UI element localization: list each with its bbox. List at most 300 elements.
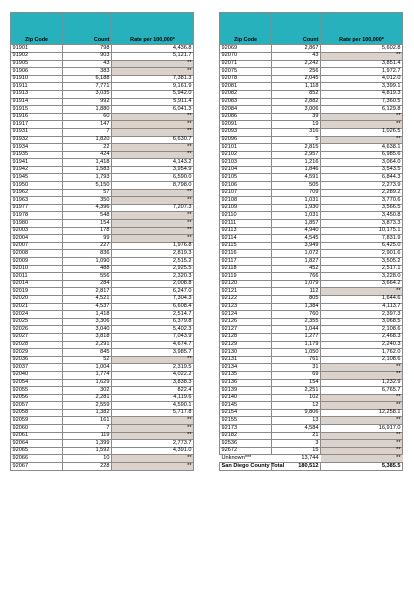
rate-cell: 2,008.8 bbox=[112, 280, 194, 288]
count-cell: 2,251 bbox=[272, 387, 321, 395]
count-cell: 15 bbox=[272, 447, 321, 455]
rate-cell: 4,391.0 bbox=[112, 447, 194, 455]
table-row bbox=[220, 151, 403, 159]
zip-cell: 91980 bbox=[11, 220, 63, 228]
rate-cell: ** bbox=[112, 417, 194, 425]
zip-cell: 92026 bbox=[11, 326, 63, 334]
rate-cell: 1,976.8 bbox=[112, 242, 194, 250]
zip-cell: 91910 bbox=[11, 75, 63, 83]
count-cell: 1,857 bbox=[272, 220, 321, 228]
zip-cell: 92084 bbox=[220, 106, 272, 114]
count-cell: 13 bbox=[272, 417, 321, 425]
count-cell: 1,072 bbox=[272, 250, 321, 258]
count-cell: 178 bbox=[63, 227, 112, 235]
zip-cell: 91934 bbox=[11, 144, 63, 152]
count-cell: 1,846 bbox=[272, 166, 321, 174]
zip-cell: 91942 bbox=[11, 166, 63, 174]
table-row bbox=[220, 204, 403, 212]
zip-cell: 92093 bbox=[220, 128, 272, 136]
table-row bbox=[11, 212, 194, 220]
count-cell: 4,584 bbox=[272, 425, 321, 433]
table-row bbox=[220, 394, 403, 402]
zip-cell: 92127 bbox=[220, 326, 272, 334]
rate-cell: ** bbox=[112, 151, 194, 159]
count-cell: 31 bbox=[272, 364, 321, 372]
table-row bbox=[11, 166, 194, 174]
table-row bbox=[220, 220, 403, 228]
count-cell: 1,418 bbox=[63, 311, 112, 319]
rate-cell: 5,602.8 bbox=[321, 45, 403, 53]
rate-cell: 3,985.7 bbox=[112, 349, 194, 357]
count-cell: 805 bbox=[272, 295, 321, 303]
count-cell: 350 bbox=[63, 197, 112, 205]
count-cell: 2,867 bbox=[272, 45, 321, 53]
rate-cell: ** bbox=[321, 447, 403, 455]
zip-cell: 91941 bbox=[11, 159, 63, 167]
count-cell: 102 bbox=[272, 394, 321, 402]
zip-cell: 91905 bbox=[11, 60, 63, 68]
rate-cell: ** bbox=[112, 432, 194, 440]
zip-cell: 92123 bbox=[220, 303, 272, 311]
table-row bbox=[220, 235, 403, 243]
count-cell: 992 bbox=[63, 98, 112, 106]
zip-cell: 92010 bbox=[11, 265, 63, 273]
zip-cell: 92115 bbox=[220, 242, 272, 250]
zip-cell: 91917 bbox=[11, 121, 63, 129]
table-row bbox=[220, 440, 403, 448]
count-cell: 1,418 bbox=[63, 159, 112, 167]
rate-cell: 12,258.1 bbox=[321, 409, 403, 417]
zip-cell: 92139 bbox=[220, 387, 272, 395]
rate-cell: 2,514.7 bbox=[112, 311, 194, 319]
table-row bbox=[11, 90, 194, 98]
zip-cell: 92114 bbox=[220, 235, 272, 243]
table-row bbox=[220, 83, 403, 91]
table-row bbox=[11, 45, 194, 53]
count-cell: 1,382 bbox=[63, 409, 112, 417]
table-row bbox=[11, 121, 194, 129]
zip-cell: 92011 bbox=[11, 273, 63, 281]
table-row bbox=[220, 250, 403, 258]
rate-cell: ** bbox=[321, 121, 403, 129]
count-cell: 1,179 bbox=[272, 341, 321, 349]
count-cell: 21 bbox=[272, 432, 321, 440]
table-row bbox=[220, 341, 403, 349]
count-cell: 1,044 bbox=[272, 326, 321, 334]
count-cell: 1,399 bbox=[63, 440, 112, 448]
rate-cell: 6,379.8 bbox=[112, 318, 194, 326]
zip-cell: 92008 bbox=[11, 250, 63, 258]
table-row bbox=[220, 75, 403, 83]
rate-cell: 16,917.0 bbox=[321, 425, 403, 433]
rate-cell: 2,320.3 bbox=[112, 273, 194, 281]
rate-cell: 4,119.6 bbox=[112, 394, 194, 402]
zip-cell: 92107 bbox=[220, 189, 272, 197]
rate-cell: 4,674.7 bbox=[112, 341, 194, 349]
table-row bbox=[11, 136, 194, 144]
rate-cell: 3,838.3 bbox=[112, 379, 194, 387]
zip-cell: 92019 bbox=[11, 288, 63, 296]
table-row bbox=[11, 432, 194, 440]
rate-cell: 4,143.2 bbox=[112, 159, 194, 167]
zip-cell: 91906 bbox=[11, 68, 63, 76]
table-row bbox=[11, 402, 194, 410]
count-cell: 556 bbox=[63, 273, 112, 281]
count-cell: 798 bbox=[63, 45, 112, 53]
rate-cell: 2,517.1 bbox=[321, 265, 403, 273]
zip-cell: 92102 bbox=[220, 151, 272, 159]
zip-cell: 92129 bbox=[220, 341, 272, 349]
rate-cell: ** bbox=[112, 144, 194, 152]
count-cell: 1,031 bbox=[272, 212, 321, 220]
table-header-row bbox=[11, 13, 194, 45]
count-cell: 3,040 bbox=[63, 326, 112, 334]
rate-cell: ** bbox=[112, 220, 194, 228]
rate-cell: 4,012.0 bbox=[321, 75, 403, 83]
zip-cell: 91902 bbox=[11, 52, 63, 60]
zip-cell: 92060 bbox=[11, 425, 63, 433]
count-cell: 1,930 bbox=[272, 204, 321, 212]
total-count: 180,512 bbox=[272, 463, 321, 471]
zip-cell: 92009 bbox=[11, 258, 63, 266]
table-row bbox=[11, 364, 194, 372]
zip-cell: 92105 bbox=[220, 174, 272, 182]
count-cell: 548 bbox=[63, 212, 112, 220]
table-row bbox=[11, 144, 194, 152]
table-row bbox=[11, 197, 194, 205]
count-cell: 1,090 bbox=[63, 258, 112, 266]
table-row bbox=[11, 425, 194, 433]
count-cell: 3 bbox=[272, 440, 321, 448]
rate-cell: ** bbox=[112, 212, 194, 220]
rate-cell: 6,247.0 bbox=[112, 288, 194, 296]
count-cell: 43 bbox=[272, 52, 321, 60]
zip-cell: 92672 bbox=[220, 447, 272, 455]
zip-cell: 92113 bbox=[220, 227, 272, 235]
rate-cell: 6,425.0 bbox=[321, 242, 403, 250]
table-row bbox=[11, 83, 194, 91]
rate-cell: 2,108.6 bbox=[321, 356, 403, 364]
count-cell: 1,050 bbox=[272, 349, 321, 357]
rate-cell: 3,954.9 bbox=[112, 166, 194, 174]
zip-cell: 92007 bbox=[11, 242, 63, 250]
count-cell: 7,771 bbox=[63, 83, 112, 91]
table-row bbox=[220, 447, 403, 455]
zip-cell: 91901 bbox=[11, 45, 63, 53]
count-cell: 1,384 bbox=[272, 303, 321, 311]
count-cell: 10 bbox=[63, 455, 112, 463]
zip-cell: 92096 bbox=[220, 136, 272, 144]
zip-cell: 92116 bbox=[220, 250, 272, 258]
rate-cell: 5,121.7 bbox=[112, 52, 194, 60]
rate-cell: 7,207.3 bbox=[112, 204, 194, 212]
count-cell: 3,035 bbox=[63, 90, 112, 98]
table-row bbox=[220, 52, 403, 60]
count-cell: 1,031 bbox=[272, 197, 321, 205]
table-row bbox=[220, 425, 403, 433]
count-cell: 43 bbox=[63, 60, 112, 68]
table-row bbox=[220, 144, 403, 152]
table-row bbox=[11, 394, 194, 402]
count-cell: 39 bbox=[272, 113, 321, 121]
table-row bbox=[220, 258, 403, 266]
zip-cell: 92055 bbox=[11, 387, 63, 395]
zip-cell: 92075 bbox=[220, 68, 272, 76]
count-cell: 3,306 bbox=[63, 318, 112, 326]
table-row bbox=[11, 189, 194, 197]
table-row bbox=[220, 174, 403, 182]
count-cell: 3,949 bbox=[272, 242, 321, 250]
count-cell: 1,880 bbox=[63, 106, 112, 114]
zip-cell: 91913 bbox=[11, 90, 63, 98]
table-row bbox=[11, 440, 194, 448]
rate-cell: 3,450.8 bbox=[321, 212, 403, 220]
zip-cell: 92136 bbox=[220, 379, 272, 387]
count-cell: 2,281 bbox=[63, 394, 112, 402]
zip-cell: 92020 bbox=[11, 295, 63, 303]
table-row bbox=[220, 242, 403, 250]
count-header: Count bbox=[63, 13, 112, 45]
table-row bbox=[11, 60, 194, 68]
rate-cell: 2,925.5 bbox=[112, 265, 194, 273]
zip-cell: 92106 bbox=[220, 182, 272, 190]
zip-cell: 91916 bbox=[11, 113, 63, 121]
zip-cell: 92081 bbox=[220, 83, 272, 91]
left-zip-table bbox=[10, 12, 194, 471]
zip-cell: 92111 bbox=[220, 220, 272, 228]
count-cell: 154 bbox=[63, 220, 112, 228]
count-cell: 2,242 bbox=[272, 60, 321, 68]
table-row bbox=[220, 121, 403, 129]
count-cell: 161 bbox=[63, 417, 112, 425]
table-row bbox=[220, 45, 403, 53]
rate-cell: 6,129.8 bbox=[321, 106, 403, 114]
zip-cell: 91931 bbox=[11, 128, 63, 136]
zip-cell: 92014 bbox=[11, 280, 63, 288]
zip-cell: 92104 bbox=[220, 166, 272, 174]
table-row bbox=[220, 68, 403, 76]
count-cell: 99 bbox=[63, 235, 112, 243]
count-cell: 452 bbox=[272, 265, 321, 273]
zip-cell: 92066 bbox=[11, 455, 63, 463]
count-cell: 4,545 bbox=[272, 235, 321, 243]
zip-cell: 92101 bbox=[220, 144, 272, 152]
zip-cell: 92078 bbox=[220, 75, 272, 83]
count-cell: 302 bbox=[63, 387, 112, 395]
table-row bbox=[220, 379, 403, 387]
count-cell: 1,820 bbox=[63, 136, 112, 144]
table-row bbox=[11, 288, 194, 296]
table-row bbox=[220, 349, 403, 357]
table-row bbox=[11, 159, 194, 167]
rate-cell: 6,985.6 bbox=[321, 151, 403, 159]
rate-cell: ** bbox=[321, 364, 403, 372]
table-row bbox=[11, 235, 194, 243]
count-cell: 119 bbox=[63, 432, 112, 440]
count-cell: 2,815 bbox=[272, 144, 321, 152]
zip-cell: 92082 bbox=[220, 90, 272, 98]
count-cell: 1,827 bbox=[272, 258, 321, 266]
count-cell: 1,079 bbox=[272, 280, 321, 288]
rate-cell: 7,360.5 bbox=[321, 98, 403, 106]
table-row bbox=[11, 387, 194, 395]
count-cell: 19 bbox=[272, 121, 321, 129]
table-row bbox=[220, 159, 403, 167]
rate-cell: 4,022.2 bbox=[112, 371, 194, 379]
count-cell: 4,396 bbox=[63, 204, 112, 212]
table-row bbox=[11, 182, 194, 190]
rate-cell: 3,566.5 bbox=[321, 204, 403, 212]
zip-cell: 92024 bbox=[11, 311, 63, 319]
table-row bbox=[220, 371, 403, 379]
table-row bbox=[220, 113, 403, 121]
count-cell: 2,882 bbox=[272, 98, 321, 106]
rate-cell: ** bbox=[112, 463, 194, 471]
count-cell: 505 bbox=[272, 182, 321, 190]
rate-cell: 5,717.8 bbox=[112, 409, 194, 417]
rate-cell: 7,043.9 bbox=[112, 333, 194, 341]
rate-cell: 3,770.6 bbox=[321, 197, 403, 205]
table-row bbox=[11, 341, 194, 349]
count-cell: 2,355 bbox=[272, 318, 321, 326]
total-label: San Diego County Total bbox=[221, 462, 285, 469]
rate-cell: ** bbox=[321, 113, 403, 121]
zip-cell: 92040 bbox=[11, 371, 63, 379]
count-cell: 1,592 bbox=[63, 447, 112, 455]
table-row bbox=[11, 463, 194, 471]
zip-cell: 92070 bbox=[220, 52, 272, 60]
zip-cell: 91950 bbox=[11, 182, 63, 190]
zip-cell: 92064 bbox=[11, 440, 63, 448]
zip-cell: 92065 bbox=[11, 447, 63, 455]
table-row bbox=[11, 98, 194, 106]
unknown-count: 13,744 bbox=[272, 455, 321, 463]
count-cell: 761 bbox=[272, 356, 321, 364]
zip-cell: 92037 bbox=[11, 364, 63, 372]
zip-cell: 92128 bbox=[220, 333, 272, 341]
rate-cell: ** bbox=[112, 455, 194, 463]
zip-cell: 92003 bbox=[11, 227, 63, 235]
zip-cell: 92091 bbox=[220, 121, 272, 129]
table-row bbox=[220, 333, 403, 341]
count-cell: 709 bbox=[272, 189, 321, 197]
table-row bbox=[11, 311, 194, 319]
count-cell: 3,006 bbox=[272, 106, 321, 114]
table-row bbox=[11, 455, 194, 463]
rate-cell: ** bbox=[112, 235, 194, 243]
table-row bbox=[220, 303, 403, 311]
rate-cell: 4,590.1 bbox=[112, 402, 194, 410]
rate-cell: 5,402.3 bbox=[112, 326, 194, 334]
rate-cell: 6,630.7 bbox=[112, 136, 194, 144]
rate-cell: ** bbox=[112, 60, 194, 68]
zip-cell: 92122 bbox=[220, 295, 272, 303]
rate-cell: ** bbox=[321, 371, 403, 379]
table-row bbox=[11, 68, 194, 76]
zip-cell: 92109 bbox=[220, 204, 272, 212]
rate-cell: 4,638.1 bbox=[321, 144, 403, 152]
table-row bbox=[11, 75, 194, 83]
unknown-row bbox=[220, 455, 403, 463]
count-cell: 4,521 bbox=[63, 295, 112, 303]
table-row bbox=[220, 402, 403, 410]
rate-cell: 2,397.3 bbox=[321, 311, 403, 319]
zip-code-header: Zip Code bbox=[220, 13, 272, 45]
table-row bbox=[11, 265, 194, 273]
count-cell: 383 bbox=[63, 68, 112, 76]
table-row bbox=[11, 371, 194, 379]
table-row bbox=[220, 265, 403, 273]
table-row bbox=[11, 273, 194, 281]
table-row bbox=[11, 326, 194, 334]
table-row bbox=[220, 311, 403, 319]
count-cell: 760 bbox=[272, 311, 321, 319]
zip-cell: 92067 bbox=[11, 463, 63, 471]
zip-cell: 92110 bbox=[220, 212, 272, 220]
county-total-row bbox=[220, 463, 403, 471]
count-cell: 852 bbox=[272, 90, 321, 98]
zip-cell: 92131 bbox=[220, 356, 272, 364]
zip-cell: 92155 bbox=[220, 417, 272, 425]
table-row bbox=[11, 113, 194, 121]
count-cell: 7 bbox=[63, 128, 112, 136]
table-row bbox=[11, 250, 194, 258]
zip-cell: 92028 bbox=[11, 341, 63, 349]
zip-cell: 92103 bbox=[220, 159, 272, 167]
total-rate: 5,385.5 bbox=[321, 463, 403, 471]
table-row bbox=[220, 90, 403, 98]
rate-cell: 5,942.0 bbox=[112, 90, 194, 98]
table-row bbox=[220, 326, 403, 334]
count-cell: 1,118 bbox=[272, 83, 321, 91]
zip-cell: 92117 bbox=[220, 258, 272, 266]
rate-cell: 2,319.5 bbox=[112, 364, 194, 372]
table-row bbox=[11, 220, 194, 228]
count-cell: 5 bbox=[272, 136, 321, 144]
table-row bbox=[11, 242, 194, 250]
table-row bbox=[220, 417, 403, 425]
count-cell: 488 bbox=[63, 265, 112, 273]
zip-cell: 91914 bbox=[11, 98, 63, 106]
table-row bbox=[11, 174, 194, 182]
rate-cell: 2,289.2 bbox=[321, 189, 403, 197]
count-cell: 154 bbox=[272, 379, 321, 387]
table-row bbox=[220, 356, 403, 364]
count-cell: 60 bbox=[63, 113, 112, 121]
count-cell: 2,559 bbox=[63, 402, 112, 410]
count-cell: 766 bbox=[272, 273, 321, 281]
zip-cell: 92069 bbox=[220, 45, 272, 53]
count-cell: 256 bbox=[272, 68, 321, 76]
zip-cell: 92173 bbox=[220, 425, 272, 433]
unknown-label: Unknown*** bbox=[220, 455, 272, 463]
zip-cell: 92182 bbox=[220, 432, 272, 440]
rate-cell: 5,911.4 bbox=[112, 98, 194, 106]
rate-cell: ** bbox=[112, 356, 194, 364]
rate-cell: 4,436.8 bbox=[112, 45, 194, 53]
zip-cell: 92124 bbox=[220, 311, 272, 319]
table-row bbox=[11, 356, 194, 364]
rate-cell: ** bbox=[112, 189, 194, 197]
table-row bbox=[220, 409, 403, 417]
rate-cell: 2,515.2 bbox=[112, 258, 194, 266]
table-header-row bbox=[220, 13, 403, 45]
rate-cell: ** bbox=[112, 197, 194, 205]
zip-cell: 92061 bbox=[11, 432, 63, 440]
count-cell: 284 bbox=[63, 280, 112, 288]
zip-cell: 92057 bbox=[11, 402, 63, 410]
rate-cell: 6,765.7 bbox=[321, 387, 403, 395]
